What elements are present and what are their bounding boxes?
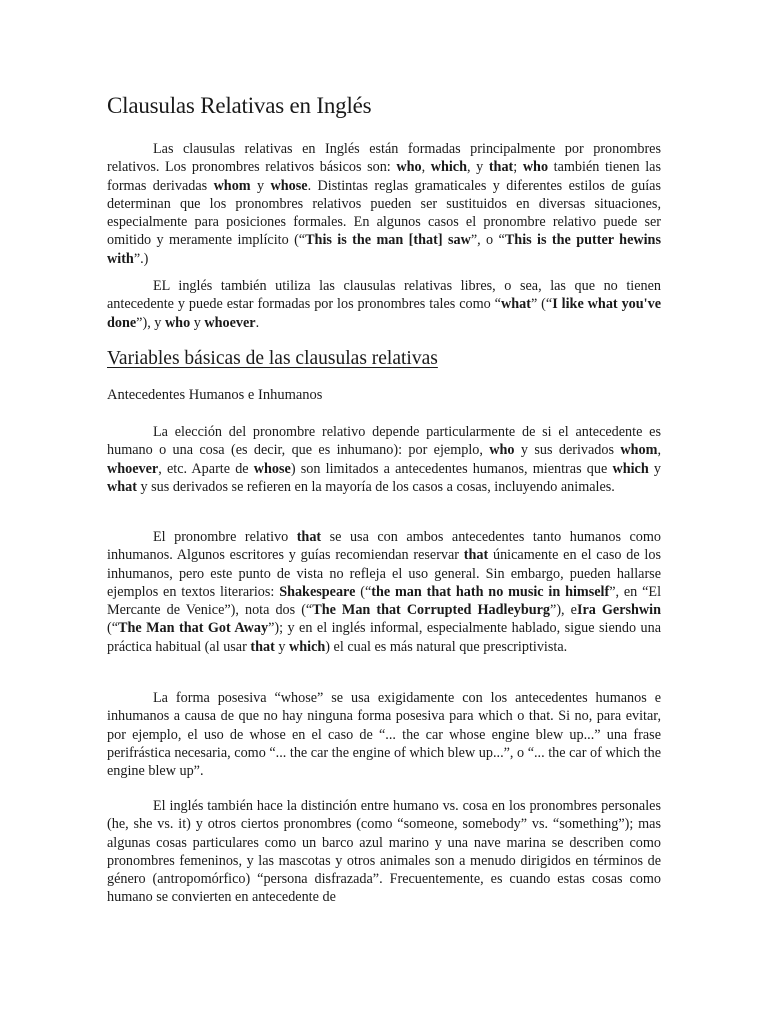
text-run: , y <box>466 159 489 176</box>
page-title: Clausulas Relativas en Inglés <box>107 93 372 118</box>
text-run: EL inglés también utiliza las clausulas relativas libres, o sea, las que no tienen antecedente y puede estar formadas por los pronombres tales como “ <box>107 278 661 313</box>
text-run: . <box>255 314 260 331</box>
text-run: ) son limitados a antecedentes humanos, mientras que <box>290 460 613 477</box>
text-run: ” (“ <box>530 296 553 313</box>
section-heading: Variables básicas de las clausulas relativas <box>107 348 438 369</box>
bold-term: that <box>463 547 489 564</box>
bold-term: which <box>430 159 467 176</box>
text-run: La forma posesiva “whose” se usa exigidamente con los antecedentes humanos e inhumanos a causa de que no hay ninguna forma posesiva para which o that. Si no, para evitar, por ejemplo, el uso de whose en el caso de “... the car whose engine blew up...” una frase perifrástica necesaria, como “... the car the engine of which blew up...”, o “... the car of which the engine blew up”. <box>107 690 661 780</box>
paragraph <box>107 277 661 332</box>
text-run: . Distintas reglas gramaticales y diferentes estilos de guías determinan que los pronombres relativos pueden ser sustituidos en diversas situaciones, especialmente para posiciones formales. En algunos casos el pronombre relativo puede ser omitido y meramente implícito (“ <box>107 177 661 249</box>
bold-term: who <box>164 314 191 331</box>
paragraph <box>107 689 661 780</box>
text-run: y <box>250 177 271 194</box>
bold-term: which <box>289 638 326 655</box>
bold-term: whoever <box>107 460 159 477</box>
bold-term: what <box>107 478 137 495</box>
bold-term: The Man that Got Away <box>118 620 269 637</box>
text-run: y <box>274 638 290 655</box>
bold-term: This is the man [that] saw <box>305 232 471 249</box>
bold-term: that <box>250 638 275 655</box>
text-run: únicamente en el caso de los inhumanos, pero este punto de vista no refleja el uso general. Sin embargo, pueden hallarse ejemplos en textos literarios: <box>107 547 661 600</box>
bold-term: Ira Gershwin <box>576 602 662 619</box>
bold-term: who <box>522 159 549 176</box>
text-run: y sus derivados se refieren en la mayoría de los casos a cosas, incluyendo animales. <box>136 478 615 495</box>
paragraph <box>107 140 661 268</box>
text-run: ”, en “El Mercante de Venice”), nota dos (“ <box>107 583 662 619</box>
text-run: ”.) <box>133 250 149 267</box>
text-run: El inglés también hace la distinción entre humano vs. cosa en los pronombres personales (he, she vs. it) y otros ciertos pronombres (como “someone, somebody” vs. “something”); mas algunas cosas particulares como un barco azul marino y una nave marina se describen como pronombres femeninos, y las mascotas y otros animales son a menudo dirigidos en términos de género (antropomórfico) “persona disfrazada”. Frecuentemente, es cuando estas cosas como humano se convierten en antecedente de <box>107 798 661 906</box>
text-run: y <box>648 460 661 477</box>
text-run: La elección del pronombre relativo depende particularmente de si el antecedente es humano o una cosa (es decir, que es inhumano): por ejemplo, <box>107 424 661 459</box>
bold-term: the man that hath no music in himself <box>371 583 610 600</box>
bold-term: what <box>500 296 531 313</box>
bold-term: whose <box>253 460 291 477</box>
text-run: ”), e <box>550 602 577 619</box>
text-run: y sus derivados <box>514 442 621 459</box>
bold-term: that <box>488 159 514 176</box>
paragraph <box>107 797 661 907</box>
text-run: El pronombre relativo <box>153 529 297 545</box>
text-run: (“ <box>107 620 119 637</box>
text-run: ; <box>513 159 523 176</box>
bold-term: who <box>489 442 515 459</box>
text-run: Las clausulas relativas en Inglés están formadas principalmente por pronombres relativos. Los pronombres relativos básicos son: <box>107 141 661 176</box>
bold-term: that <box>296 529 322 545</box>
text-run: y <box>190 314 205 331</box>
text-run: se usa con ambos antecedentes tanto humanos como inhumanos. Algunos escritores y guías recomiendan reservar <box>107 529 661 564</box>
bold-term: I like what you've done <box>107 296 661 331</box>
bold-term: The Man that Corrupted Hadleyburg <box>312 602 551 619</box>
text-run: , <box>421 159 431 176</box>
bold-term: This is the putter hewins with <box>107 232 661 267</box>
text-run: ”), y <box>136 314 165 331</box>
bold-term: whom <box>213 177 251 194</box>
bold-term: whose <box>270 177 308 194</box>
text-run: ”, o “ <box>470 232 505 249</box>
text-run: también tienen las formas derivadas <box>107 159 661 194</box>
paragraph <box>107 423 661 496</box>
text-run: ”); y en el inglés informal, especialmente hablado, sigue siendo una práctica habitual (al usar <box>107 620 661 655</box>
paragraph <box>107 528 661 656</box>
text-run: ) el cual es más natural que prescriptivista. <box>325 638 568 655</box>
bold-term: who <box>396 159 422 176</box>
subsection-heading: Antecedentes Humanos e Inhumanos <box>107 387 323 403</box>
bold-term: Shakespeare <box>279 583 356 600</box>
bold-term: whom <box>620 442 658 459</box>
text-run: (“ <box>355 583 372 600</box>
text-run: , etc. Aparte de <box>158 460 254 477</box>
bold-term: which <box>612 460 649 477</box>
bold-term: whoever <box>204 314 256 331</box>
text-run: , <box>657 442 661 459</box>
